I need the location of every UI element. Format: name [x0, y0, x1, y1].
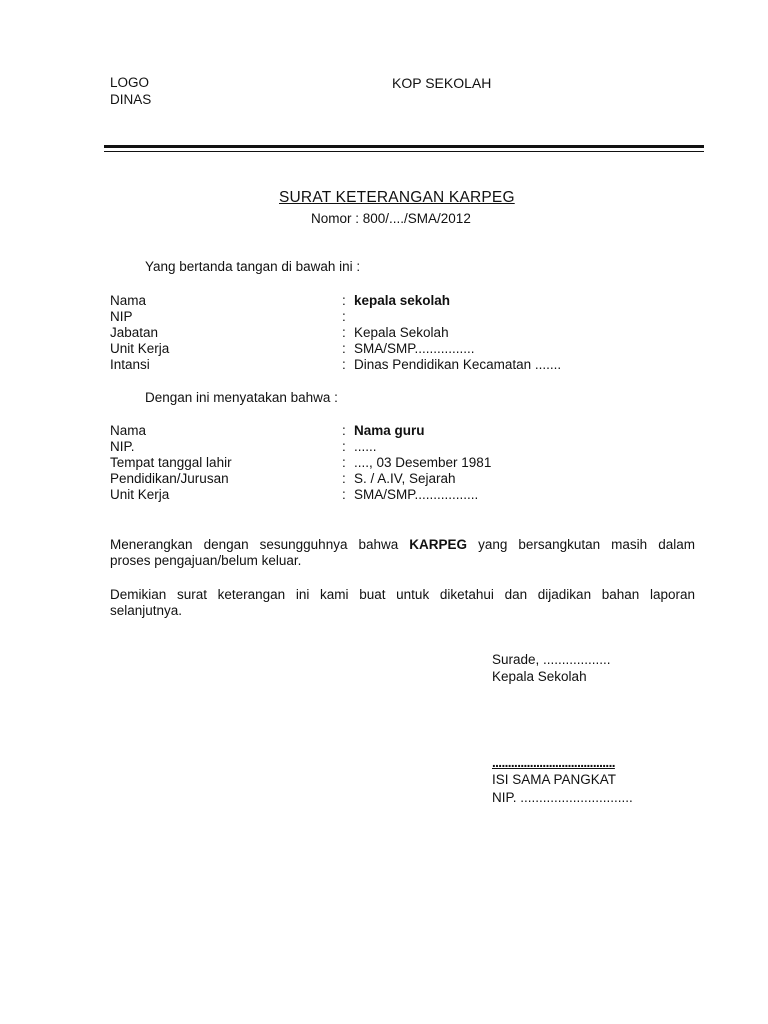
- field-colon: :: [342, 325, 346, 340]
- field-label: Pendidikan/Jurusan: [110, 471, 229, 486]
- field-value: kepala sekolah: [354, 293, 451, 308]
- letter-number: Nomor : 800/..../SMA/2012: [311, 211, 471, 226]
- field-colon: :: [342, 487, 346, 502]
- field-value: SMA/SMP................: [354, 341, 475, 356]
- field-label: NIP: [110, 309, 133, 324]
- field-label: Unit Kerja: [110, 341, 170, 356]
- logo-placeholder-line1: LOGO: [110, 75, 150, 90]
- field-label: Unit Kerja: [110, 487, 170, 502]
- place-date: Surade, ..................: [492, 652, 611, 667]
- statement-line2: proses pengajuan/belum keluar.: [110, 553, 302, 568]
- field-colon: :: [342, 439, 346, 454]
- subject-row: [110, 423, 710, 439]
- field-colon: :: [342, 455, 346, 470]
- closing-line1: Demikian surat keterangan ini kami buat untuk diketahui dan dijadikan bahan laporan: [110, 587, 695, 602]
- field-value: Dinas Pendidikan Kecamatan .......: [354, 357, 562, 372]
- letter-title: SURAT KETERANGAN KARPEG: [279, 189, 515, 206]
- signer-row: [110, 309, 710, 325]
- subject-row: [110, 471, 710, 487]
- intro-statement: Dengan ini menyatakan bahwa :: [145, 390, 338, 405]
- field-value: SMA/SMP.................: [354, 487, 479, 502]
- signer-row: [110, 341, 710, 357]
- field-value: ......: [354, 439, 377, 454]
- statement-text: yang bersangkutan masih dalam: [478, 537, 695, 552]
- field-label: Nama: [110, 293, 147, 308]
- field-value: Kepala Sekolah: [354, 325, 449, 340]
- field-label: Nama: [110, 423, 147, 438]
- signer-row: [110, 293, 710, 309]
- statement-text: Menerangkan dengan sesungguhnya bahwa: [110, 537, 399, 552]
- statement-keyword: KARPEG: [409, 537, 468, 552]
- letterhead-divider-thick: [104, 145, 704, 148]
- closing-paragraph: [110, 587, 695, 619]
- signer-rank: ISI SAMA PANGKAT: [492, 772, 617, 787]
- field-value: Nama guru: [354, 423, 425, 438]
- signer-row: [110, 357, 710, 373]
- subject-row: [110, 439, 710, 455]
- signature-name-line: .......................................: [492, 755, 615, 770]
- subject-row: [110, 455, 710, 471]
- signer-position: Kepala Sekolah: [492, 669, 587, 684]
- closing-line2: selanjutnya.: [110, 603, 183, 618]
- field-label: Intansi: [110, 357, 150, 372]
- letterhead-divider-thin: [104, 151, 704, 152]
- field-colon: :: [342, 471, 346, 486]
- field-label: NIP.: [110, 439, 135, 454]
- logo-placeholder-line2: DINAS: [110, 92, 152, 107]
- field-colon: :: [342, 341, 346, 356]
- field-value: ...., 03 Desember 1981: [354, 455, 492, 470]
- signer-row: [110, 325, 710, 341]
- field-label: Jabatan: [110, 325, 159, 340]
- statement-paragraph: [110, 537, 695, 569]
- statement-line1: [110, 537, 695, 553]
- subject-row: [110, 487, 710, 503]
- field-colon: :: [342, 423, 346, 438]
- field-colon: :: [342, 293, 346, 308]
- intro-signer: Yang bertanda tangan di bawah ini :: [145, 259, 361, 274]
- field-colon: :: [342, 309, 346, 324]
- field-colon: :: [342, 357, 346, 372]
- field-value: S. / A.IV, Sejarah: [354, 471, 456, 486]
- signer-nip: NIP. ..............................: [492, 790, 633, 805]
- school-letterhead: KOP SEKOLAH: [392, 75, 492, 91]
- field-label: Tempat tanggal lahir: [110, 455, 232, 470]
